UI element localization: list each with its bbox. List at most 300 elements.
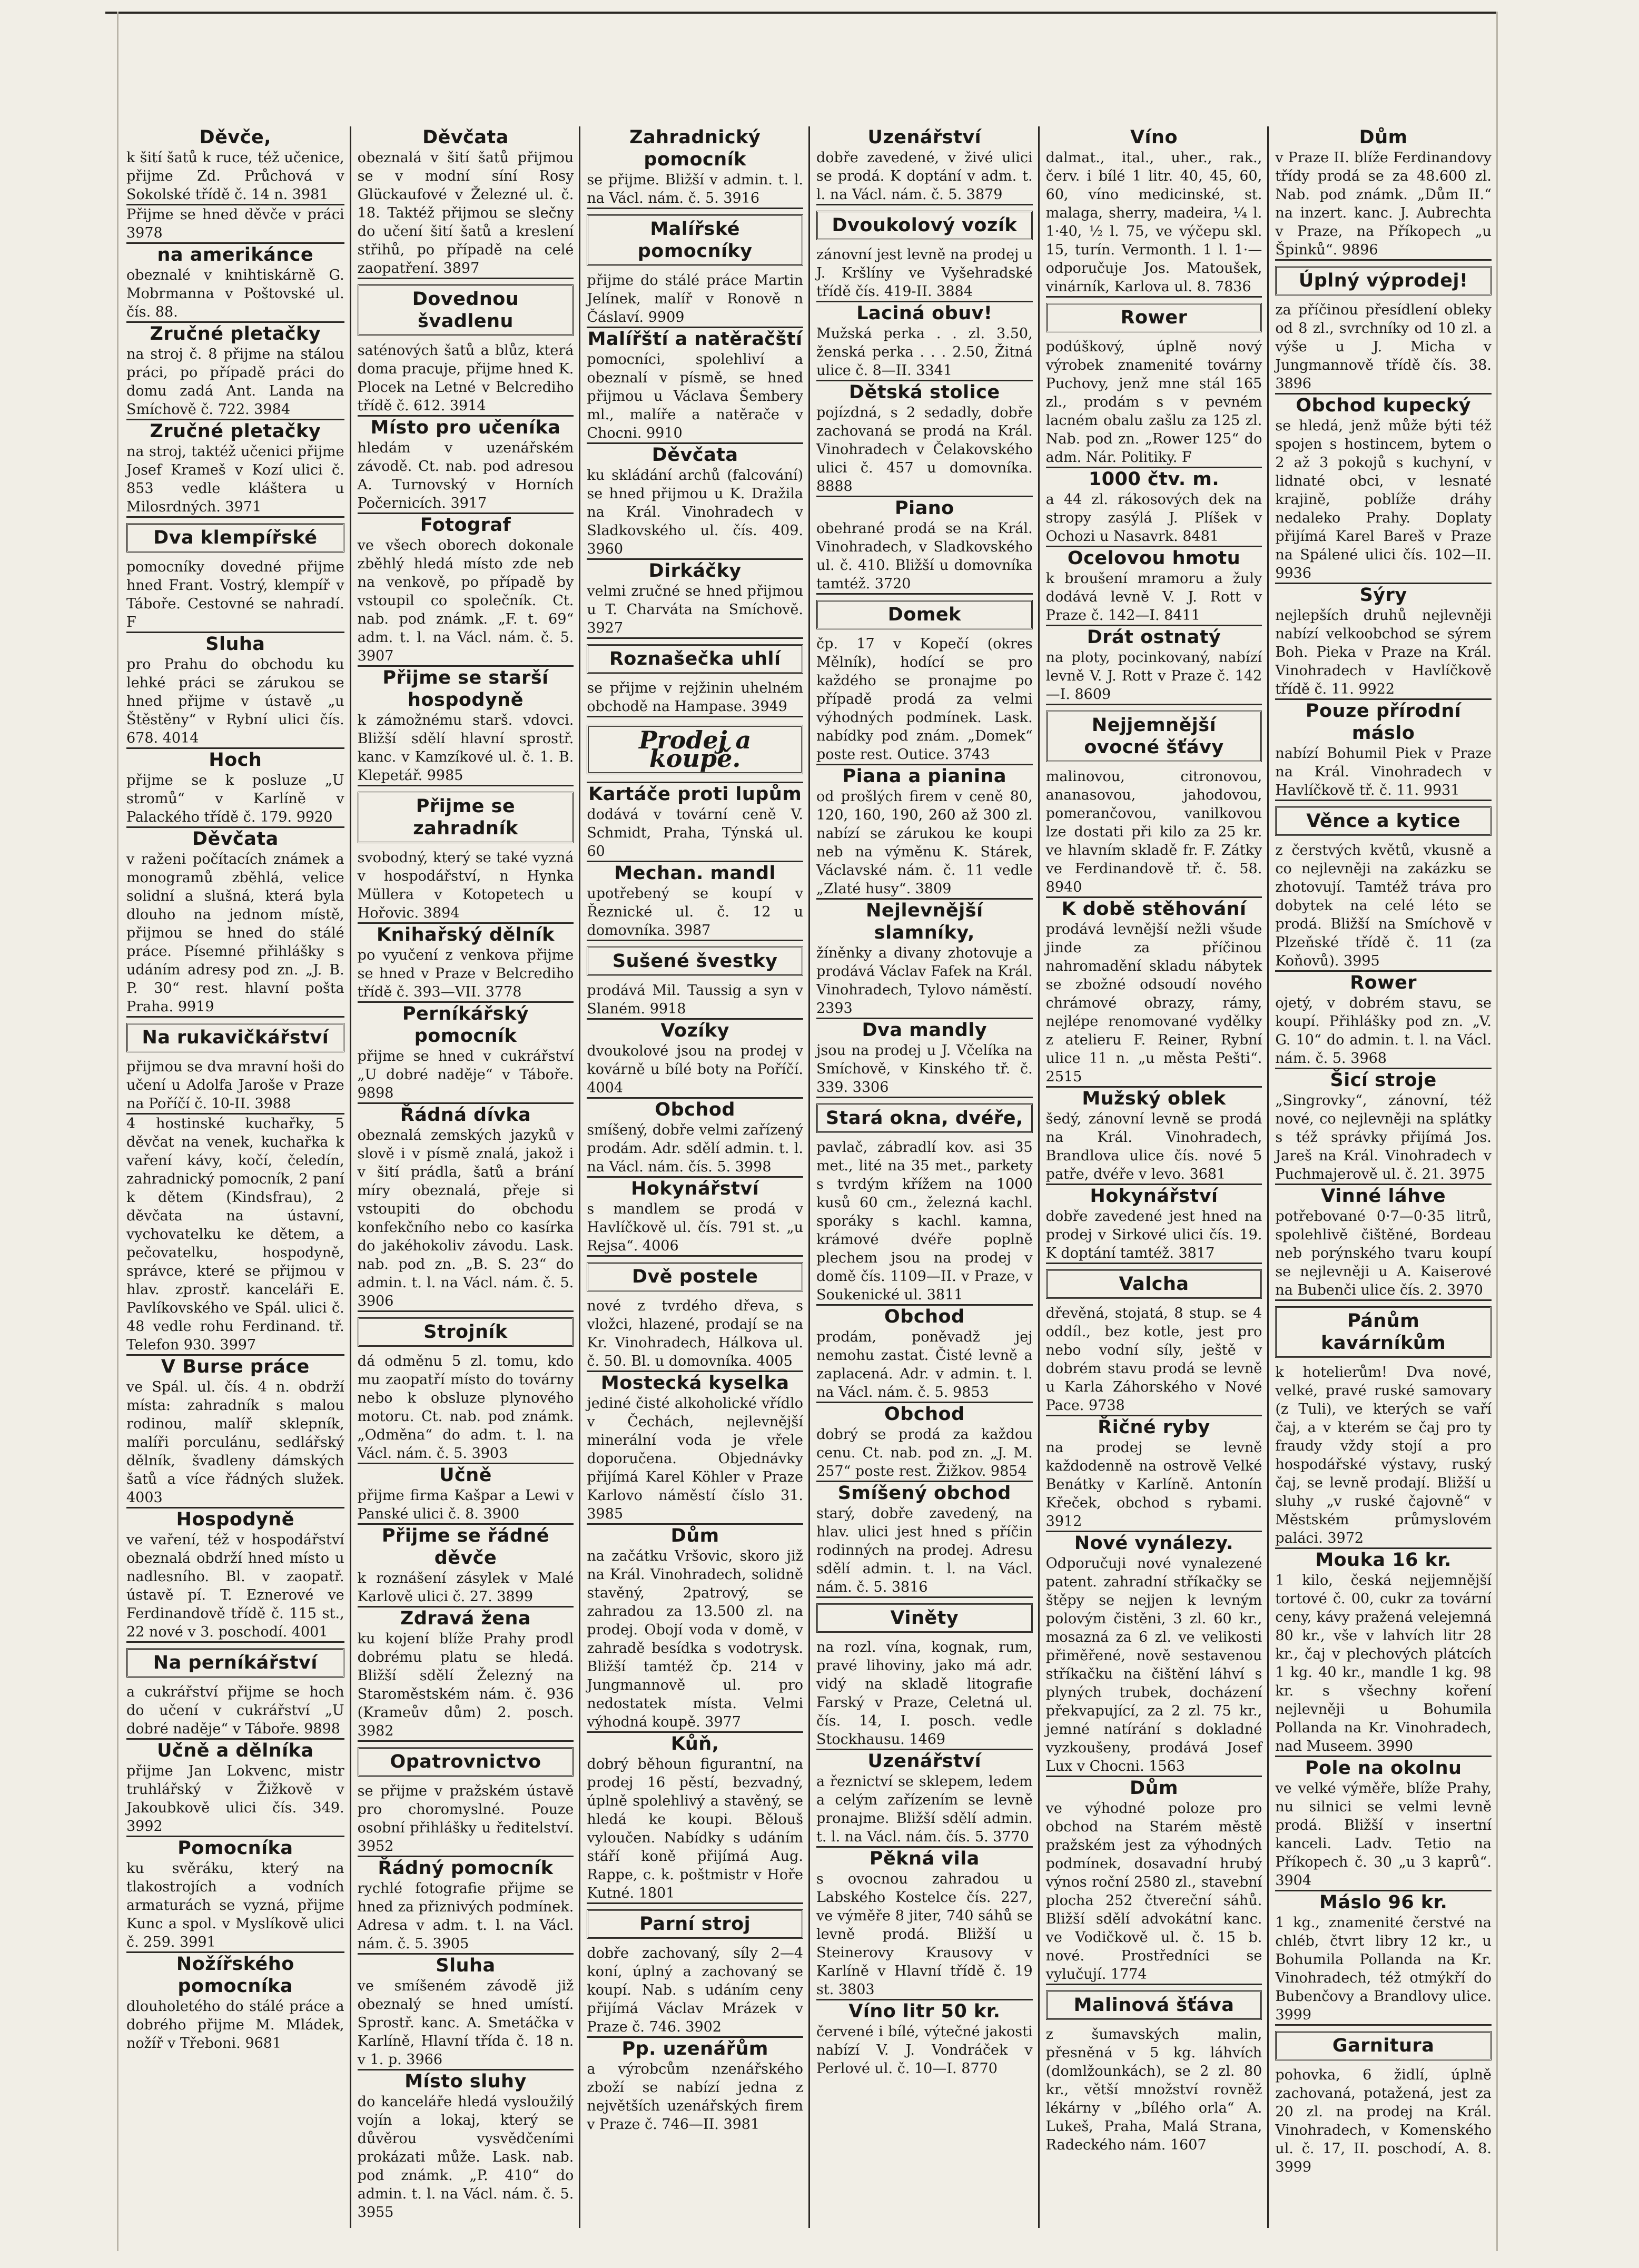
ad-body: ve výhodné poloze pro obchod na Starém městě pražském jest za výhodných podmínek, dosavadní hrubý výnos roční 2580 zl., stavební plocha 252 čtvereční sáhů. Bližší sdělí advokátní kanc. ve Vodičkově ul. č. 15 b. nové. Prostředníci se vylučují. 1774 (1045, 1800, 1262, 1983)
ad-body: rychlé fotografie přijme se hned za přiznivých podmínek. Adresa v adm. t. l. na Václ. nám. č. 5. 3905 (357, 1880, 574, 1952)
ad-body: z šumavských malin, přesněná v 5 kg. láhvích (domlžounkách), se 2 zl. 80 kr., větší množství rovněž lékárny v „bílého orla“ A. Lukeš, Praha, Malá Strana, Radeckého nám. 1607 (1045, 2026, 1262, 2153)
classified-ad (1275, 800, 1492, 970)
classified-ad (1275, 1547, 1492, 1756)
ad-heading: Víno (1130, 127, 1178, 148)
classified-ad (587, 327, 803, 442)
ad-heading: Laciná obuv! (856, 303, 993, 324)
ad-body: a řeznictví se sklepem, ledem a celým zařízením se levně pronajme. Bližší sdělí admin. t. l. na Václ. nám. čís. 5. 3770 (816, 1773, 1033, 1845)
ad-heading: Parní stroj (587, 1909, 803, 1939)
ad-body: k roznášení zásylek v Malé Karlově ulici č. 27. 3899 (357, 1570, 574, 1605)
classified-ad (358, 1740, 574, 1856)
ad-body: prodává levnější nežli všude jinde za příčinou nahromadění skladu nábytek se zbožné odsoudí nového chrámové obrazy, rámy, nejlépe renomované vydělky z atelieru F. Reiner, Rybní ulice 11 n. „u města Pešti“. 2515 (1045, 921, 1262, 1085)
ad-heading: Dva klempířské (126, 523, 344, 553)
classified-ad (587, 1370, 803, 1523)
ad-heading: Vinné láhve (1321, 1186, 1446, 1207)
ad-body: 1 kilo, česká nejjemnější tortové č. 00, cukr za tovární ceny, kávy pražená velejemná 80 kr., vše v lahvích litr 28 kr., čaj v plechových plátcích 1 kg. 40 kr., mandle 1 kg. 98 kr. s všechny koření nejlevněji u Bohumila Pollanda na Kr. Vinohradech, nad Museem. 3990 (1275, 1572, 1492, 1754)
ad-heading: Kůň, (670, 1733, 719, 1754)
ad-body: na rozl. vína, kognak, rum, pravé lihoviny, jako má adr. vidý na skladě litografie Farský v Praze, Celetná ul. čís. 14, I. posch. vedle Stockhausu. 1469 (816, 1639, 1033, 1748)
ad-body: ve velké výměře, blíže Prahy, nu silnici se velmi levně prodá. Bližší v insertní kanceli. Ladv. Tetio na Příkopech č. 30 „u 3 kaprů“. 3904 (1275, 1780, 1492, 1889)
ad-heading: Kartáče proti lupům (588, 784, 802, 805)
ad-body: velmi zručné se hned přijmou u T. Charváta na Smíchově. 3927 (587, 583, 803, 636)
ad-heading: Nožířského pomocníka (176, 1954, 294, 1997)
classified-ad (816, 496, 1033, 593)
ad-heading: Nejlevnější slamníky, (866, 900, 983, 943)
classified-ad (587, 1097, 803, 1176)
classified-ad (816, 593, 1033, 764)
classified-ad (126, 419, 344, 516)
classified-ad (126, 1738, 344, 1836)
ad-body: za příčinou přesídlení obleky od 8 zl., svrchníky od 10 zl. a výše u J. Micha v Jungmannově třídě čís. 38. 3896 (1275, 302, 1492, 392)
classified-ad (816, 1304, 1033, 1402)
ad-body: dodává v tovární ceně V. Schmidt, Praha, Týnská ul. 60 (587, 806, 803, 860)
ad-heading: Místo pro učeníka (370, 417, 561, 438)
ad-body: na stroj, taktéž učenici přijme Josef Krameš v Kozí ulici č. 853 vedle kláštera u Milosrdných. 3971 (126, 443, 344, 515)
ad-body: dobře zavedené jest hned na prodej v Sirkové ulici čís. 19. K doptání tamtéž. 3817 (1045, 1208, 1262, 1261)
ad-body: obeznalá v šití šatů přijmou se v modní síní Rosy Glückaufové v Železné ul. č. 18. Taktéž přijmou se slečny do učení šití šatů a kreslení střihů, po případě na celé zaopatření. 3897 (357, 150, 574, 277)
ad-body: z čerstvých květů, vkusně a co nejlevněji na zakázku se zhotovují. Tamtéž tráva pro dobytek na celé léto se prodá. Bližší na Smíchově v Plzeňské třídě č. 11 (za Koňovů). 3995 (1275, 842, 1492, 969)
column-3 (579, 126, 808, 2228)
classified-ad (126, 1951, 344, 2053)
classified-ad (126, 826, 344, 1016)
classified-ad (358, 1523, 574, 1606)
ad-body: dobře zachovaný, síly 2—4 koní, úplný a zachovaný se koupí. Nab. s udáním ceny přijímá Václav Mrázek v Praze č. 746. 3902 (587, 1945, 803, 2035)
ad-body: a 44 zl. rákosových dek na stropy zasýlá J. Plíšek v Ochozi u Nasavrk. 8481 (1045, 491, 1262, 545)
ad-heading: Pánům kavárníkům (1275, 1306, 1492, 1358)
classified-ad (358, 1102, 574, 1310)
ad-body: ku svěráku, který na tlakostrojích a vodních armaturách se vyzná, přijme Kunc a spol. v Myslíkově ulici č. 259. 3991 (126, 1860, 344, 1950)
classified-ad (358, 126, 574, 278)
ad-heading: Pp. uzenářům (621, 2038, 768, 2059)
ad-body: starý, dobře zavedený, na hlav. ulici jest hned s příčin rodinných na prodej. Adresu sdělí admin. t. l. na Václ. nám. č. 5. 3816 (816, 1505, 1033, 1595)
ad-heading: Smíšený obchod (837, 1483, 1011, 1504)
ad-heading: Garnitura (1275, 2031, 1492, 2060)
classified-ad (126, 1836, 344, 1951)
ad-body: ojetý, v dobrém stavu, se koupí. Přihlášky pod zn. „V. G. 10“ do admin. t. l. na Václ. nám. č. 5. 3968 (1275, 995, 1492, 1067)
classified-ad (587, 1523, 803, 1731)
classified-ad (358, 665, 574, 785)
ad-heading: Vozíky (660, 1020, 729, 1041)
classified-ad (1046, 625, 1262, 704)
classified-ad (587, 782, 803, 861)
ad-heading: Děvčata (651, 445, 738, 466)
ad-body: „Singrovky“, zánovní, též nové, co nejlevněji na splátky s též správky přijímá Jos. Jareš na Král. Vinohradech v Puchmajerově ul. č. 21. 3975 (1275, 1092, 1492, 1182)
left-margin-rule (117, 12, 119, 2251)
classified-ad (1275, 970, 1492, 1068)
ad-heading: Řičné ryby (1098, 1417, 1210, 1438)
ad-heading: Malinová šťáva (1046, 1990, 1262, 2020)
ad-body: pojízdná, s 2 sedadly, dobře zachovaná se prodá na Král. Vinohradech v Čelakovského ulici č. 457 u domovníka. 8888 (816, 405, 1033, 495)
ad-body: nejlepších druhů nejlevněji nabízí velkoobchod se sýrem Boh. Pieka v Praze na Král. Vinohradech v Havlíčkově třídě č. 11. 9922 (1275, 607, 1492, 697)
classified-ad (1046, 467, 1262, 546)
classified-ad (816, 1402, 1033, 1481)
ad-body: jediné čisté alkoholické vřídlo v Čechách, nejlevnější minerální voda je vřele doporučena. Objednávky přijímá Karel Köhler v Praze Karlovo náměstí číslo 31. 3985 (587, 1395, 803, 1522)
ad-body: k hotelierům! Dva nové, velké, pravé ruské samovary (z Tuli), ve kterých se vaří čaj, a v kterém se čaj pro ty fraudy vždy stojí a pro hospodářské výstavy, ruský čaj, se levně prodají. Bližší u sluhy „v ruské čajovně“ v Městském průmyslovém paláci. 3972 (1275, 1364, 1492, 1546)
ad-body: saténových šatů a blůz, která doma pracuje, přijme hned K. Plocek na Letné v Belcrediho třídě č. 612. 3914 (357, 342, 574, 414)
ad-heading: Zručné pletačky (150, 421, 321, 442)
classified-ad (1275, 1890, 1492, 2024)
ad-body: červené i bílé, výtečné jakosti nabízí V. J. Vondráček v Perlové ul. č. 10—I. 8770 (816, 2024, 1033, 2077)
ad-heading: Obchod (655, 1099, 735, 1120)
classified-ad (816, 301, 1033, 380)
ad-heading: Zahradnický pomocník (629, 127, 761, 170)
classified-ad (1275, 393, 1492, 583)
classified-ad (816, 1097, 1033, 1304)
ad-body: jsou na prodej u J. Včelíka na Smíchově, v Kinského tř. č. 339. 3306 (816, 1042, 1033, 1096)
ad-heading: Přijme se starší hospodyně (382, 667, 549, 711)
classified-ad (126, 1641, 344, 1738)
classified-ad (1275, 259, 1492, 393)
classified-ad (358, 1856, 574, 1953)
ad-heading: Sýry (1359, 585, 1407, 606)
classified-ad (126, 516, 344, 632)
ad-heading: Zdravá žena (400, 1608, 531, 1629)
classified-ad (126, 204, 344, 242)
ad-heading: Obchod (884, 1306, 965, 1327)
classified-ad (1046, 1184, 1262, 1263)
ad-body: žíněnky a divany zhotovuje a prodává Václav Fafek na Král. Vinohradech, Tylovo náměstí. 2393 (816, 945, 1033, 1017)
ad-body: ve Spál. ul. čís. 4 n. obdrží místa: zahradník s malou rodinou, malíř sklepník, malíři porculánu, sedlářský dělník, švadleny dámských šatů a více řádných služek. 4003 (126, 1379, 344, 1506)
ad-heading: Děvče, (199, 127, 272, 148)
classified-ad (126, 747, 344, 826)
ad-body: dvoukolové jsou na prodej v kovárně u bílé boty na Poříčí. 4004 (587, 1043, 803, 1096)
ad-heading: Viněty (816, 1603, 1033, 1633)
classified-ad (587, 716, 803, 774)
classified-ad (1275, 698, 1492, 800)
ad-body: zánovní jest levně na prodej u J. Kršlíny ve Vyšehradské třídě čís. 419-II. 3884 (816, 246, 1033, 300)
classified-ad (816, 1018, 1033, 1097)
classified-ad (816, 1481, 1033, 1596)
ad-body: čp. 17 v Kopečí (okres Mělník), hodící se pro každého se pronajme po případě prodá za velmi výhodných podmínek. Lask. nabídky pod znám. „Domek“ poste rest. Outice. 3743 (816, 636, 1033, 763)
column-2 (350, 126, 579, 2228)
ad-heading: Sluha (205, 634, 265, 655)
ad-heading: Ocelovou hmotu (1067, 548, 1241, 569)
ad-body: v Praze II. blíže Ferdinandovy třídy prodá se za 48.600 zl. Nab. pod známk. „Dům II.“ na inzert. kanc. J. Aubrechta v Praze, na Příkopech „u Špinků“. 9896 (1275, 150, 1492, 258)
ad-heading: Přijme se řádné děvče (381, 1525, 550, 1569)
ad-body: Odporučuji nové vynalezené patent. zahradní stříkačky se štěpy se nejjen k levným polovým čistěni, 3 zl. 60 kr., mosazná za 6 zl. ve velikosti přiměřené, nově sestavenou stříkačku na čištění láhví s plyných trubek, docházení překvapující, za 2 zl. 75 kr., jemné natírání s dokladné vyzkoušeny, prodává Josef Lux v Chocni. 1563 (1045, 1555, 1262, 1774)
ad-heading: Obchod (884, 1404, 965, 1425)
ad-heading: Malířské pomocníky (587, 214, 803, 266)
ad-heading: na amerikánce (157, 244, 314, 265)
ad-body: obeznalé v knihtiskárně G. Mobrmanna v Poštovské ul. čís. 88. (126, 267, 344, 320)
ad-heading: Dům (1130, 1778, 1178, 1799)
classified-ad (1275, 583, 1492, 698)
classified-ad (126, 1354, 344, 1507)
ad-body: dřevěná, stojatá, 8 stup. se 4 oddíl., bez kotle, jest pro nebo vodní síly, ještě v dobrém stavu prodá se levně u Karla Záhorského v Nové Pace. 9738 (1045, 1305, 1262, 1414)
classified-ad (126, 1113, 344, 1354)
ad-body: Mužská perka . . zl. 3.50, ženská perka . . . 2.50, Žitná ulice č. 8—II. 3341 (816, 326, 1033, 379)
ad-heading: Dvě postele (587, 1262, 803, 1291)
ad-body: se přijme. Bližší v admin. t. l. na Václ. nám. č. 5. 3916 (587, 172, 803, 206)
classified-ad (1275, 1068, 1492, 1184)
ad-heading: Nejjemnější ovocné šťávy (1046, 711, 1262, 762)
classified-ad (358, 922, 574, 1001)
ad-body: ve smíšeném závodě již obeznalý se hned umístí. Sprostř. kanc. A. Smetáčka v Karlíně, Hlavní třída č. 18 n. v 1. p. 3966 (357, 1978, 574, 2068)
section-banner: Prodej a koupě. (587, 725, 803, 774)
ad-body: pomocníky dovedné přijme hned Frant. Vostrý, klempíř v Táboře. Cestovné se nahradí. F (126, 559, 344, 630)
column-5 (1038, 126, 1268, 2228)
ad-heading: Pěkná vila (869, 1848, 980, 1869)
ad-heading: Věnce a kytice (1275, 806, 1492, 836)
ad-heading: Dětská stolice (849, 382, 1000, 403)
classified-ad (816, 1749, 1033, 1846)
ad-heading: Dovednou švadlenu (358, 284, 574, 336)
classified-ad (1046, 296, 1262, 467)
ad-heading: Na perníkářství (126, 1648, 344, 1678)
ad-heading: Děvčata (192, 829, 279, 850)
ad-body: ve vaření, též v hospodářství obeznalá obdrží hned místo u nadlesního. Bl. v zaopatř. ústavě pí. T. Eznerové ve Ferdinandově třídě č. 115 st., 22 nové v 3. poschodí. 4001 (126, 1532, 344, 1640)
classified-ad (1046, 1984, 1262, 2154)
classified-ad (126, 1507, 344, 1641)
classified-ad (1046, 546, 1262, 625)
ad-heading: Fotograf (420, 515, 511, 536)
ad-heading: Máslo 96 kr. (1319, 1892, 1448, 1913)
ad-heading: Perníkářský pomocník (402, 1003, 529, 1047)
ad-heading: Pouze přírodní máslo (1305, 701, 1462, 744)
ad-body: Přijme se hned děvče v práci 3978 (126, 206, 344, 241)
ad-heading: Děvčata (422, 127, 509, 148)
ad-body: dalmat., ital., uher., rak., červ. i bílé 1 litr. 40, 45, 60, 60, víno medicinské, st. malaga, sherry, madeira, ¼ l. 1·40, ½ l. 75, ve výčepu skl. 15, turín. Vermonth. 1 l. 1·— odporučuje Jos. Matoušek, vinárník, Karlova ul. 8. 7836 (1045, 150, 1262, 295)
classified-ad (358, 1001, 574, 1102)
classified-ad (358, 785, 574, 922)
classified-ad (358, 278, 574, 415)
ad-heading: Malířští a natěračští (587, 329, 803, 350)
ad-body: hledám v uzenářském závodě. Ct. nab. pod adresou A. Turnovský v Horních Počernicích. 3917 (357, 440, 574, 511)
ad-body: na prodej se levně každodenně na ostrově Velké Benátky v Karlíně. Antonín Křeček, obchod s rybami. 3912 (1045, 1439, 1262, 1530)
ad-heading: Pole na okolnu (1305, 1758, 1462, 1779)
classified-ad (816, 126, 1033, 204)
classified-ad (358, 512, 574, 665)
ad-body: přijme se hned v cukrářství „U dobré naděje“ v Táboře. 9898 (357, 1048, 574, 1101)
ad-body: podúškový, úplně nový výrobek znamenité továrny Puchovy, jenž mne stál 165 zl., prodám s v pevném lacném obalu zašlu za 125 zl. Nab. pod zn. „Rower 125“ do adm. Nár. Politiky. F (1045, 339, 1262, 466)
ad-body: nové z tvrdého dřeva, s vložci, hlazené, prodají se na Kr. Vinohradech, Hálkova ul. č. 50. Bl. u domovníka. 4005 (587, 1298, 803, 1369)
ad-heading: Zručné pletačky (150, 323, 321, 344)
ad-heading: Dvoukolový vozík (816, 211, 1033, 240)
ad-heading: Pomocníka (177, 1838, 293, 1859)
classified-ad (1046, 1531, 1262, 1776)
ad-body: smíšený, dobře velmi zařízený prodám. Adr. sdělí admin. t. l. na Václ. nám. čís. 5. 3998 (587, 1122, 803, 1175)
ad-body: potřebované 0·7—0·35 litrů, spolehlivě čištěné, Bordeau neb porýnského tvaru koupí se nejlevněji u A. Kaiserové na Bubenči ulice čís. 2. 3970 (1275, 1208, 1492, 1298)
classified-ad (126, 321, 344, 419)
ad-body: po vyučení z venkova přijme se hned v Praze v Belcrediho třídě č. 393—VII. 3778 (357, 947, 574, 1000)
ad-body: ku kojení blíže Prahy prodl dobrému platu se hledá. Bližší sdělí Železný na Staroměstském nám. č. 936 (Krameův dům) 2. posch. 3982 (357, 1631, 574, 1739)
ad-heading: Řádný pomocník (378, 1858, 554, 1879)
ad-heading: Roznašečka uhlí (587, 644, 803, 674)
ad-body: na stroj č. 8 přijme na stálou práci, po případě práci do domu zadá Ant. Landa na Smíchově č. 722. 3984 (126, 346, 344, 418)
classified-ad (587, 1255, 803, 1370)
ad-heading: Mouka 16 kr. (1315, 1550, 1452, 1571)
ad-heading: Řádná dívka (400, 1105, 531, 1126)
ad-heading: V Burse práce (161, 1356, 310, 1377)
classified-ad (358, 2069, 574, 2222)
ad-heading: Dům (1359, 127, 1408, 148)
classified-ad (126, 126, 344, 204)
classified-ad (1275, 1184, 1492, 1299)
ad-body: se přijme v pražském ústavě pro choromyslné. Pouze osobní přihlášky u ředitelství. 3952 (357, 1783, 574, 1855)
ad-body: s ovocnou zahradou u Labského Kostelce čís. 227, ve výměře 8 jiter, 740 sáhů se levně prodá. Bližší u Steinerovy Krausovy v Karlíně v Hlavní třídě č. 19 st. 3803 (816, 1871, 1033, 1998)
ad-heading: Uzenářství (867, 1751, 982, 1772)
ad-body: prodává Mil. Taussig a syn v Slaném. 9918 (587, 982, 803, 1017)
ad-heading: Hokynářství (631, 1178, 759, 1199)
classified-columns (120, 126, 1497, 2228)
ad-heading: Valcha (1046, 1269, 1262, 1299)
classified-ad (358, 1310, 574, 1463)
ad-body: do kanceláře hledá vysloužilý vojín a lokaj, který se důvěrou vysvědčeními prokázati může. Lask. nab. pod známk. „P. 410“ do admin. t. l. na Václ. nám. č. 5. 3955 (357, 2094, 574, 2221)
ad-body: přijmou se dva mravní hoši do učení u Adolfa Jaroše v Praze na Poříčí č. 10-II. 3988 (126, 1059, 344, 1112)
ad-heading: K době stěhování (1061, 899, 1247, 920)
ad-body: od prošlých firem v ceně 80, 120, 160, 190, 260 až 300 zl. nabízí se zárukou ke koupi neb na výměnu K. Stárek, Václavské nám. č. 11 vedle „Zlaté husy“. 3809 (816, 788, 1033, 897)
ad-body: dobrý běhoun figurantní, na prodej 16 pěstí, bezvadný, úplně spolehlivý a stavěný, se hledá ke koupi. Bělouš vyloučen. Nabídky s udáním stáří koně přijímá Aug. Rappe, c. k. poštmistr v Hoře Kutné. 1801 (587, 1756, 803, 1901)
classified-ad (587, 1176, 803, 1255)
classified-ad (1046, 126, 1262, 296)
ad-body: přijme Jan Lokvenc, mistr truhlářský v Žižkově v Jakoubkově ulici čís. 349. 3992 (126, 1763, 344, 1835)
classified-ad (587, 940, 803, 1018)
ad-heading: Stará okna, dvéře, (816, 1103, 1033, 1133)
classified-ad (1046, 896, 1262, 1086)
ad-body: pavlač, zábradlí kov. asi 35 met., lité na 35 met., parkety s tvrdým křížem na 1000 kusů 60 cm., železná kachl. sporáky s kachl. kamna, krámové dvéře poplně plechem jsou na prodej v domě čís. 1109—II. v Praze, v Soukenické ul. 3811 (816, 1139, 1033, 1303)
ad-heading: Knihařský dělník (377, 924, 555, 945)
column-6 (1267, 126, 1497, 2228)
classified-ad (358, 1953, 574, 2069)
ad-body: se hledá, jenž může býti též spojen s hostincem, bytem o 2 až 3 pokojů s kuchyní, v lidnaté obci, v lesnaté krajině, poblíže dráhy nedaleko Prahy. Doplaty přijímá Karel Bareš v Praze na Spálené ulici čís. 102—II. 9936 (1275, 418, 1492, 581)
ad-heading: Sluha (436, 1955, 496, 1976)
ad-body: a výrobcům nzenářského zboží se nabízí jedna z největších uzenářských firem v Praze č. 746—II. 3981 (587, 2061, 803, 2133)
classified-ad (587, 208, 803, 327)
ad-heading: Piana a pianina (842, 766, 1007, 787)
ad-body: prodám, poněvadž jej nemohu zastat. Čisté levně a zaplacená. Adr. v admin. t. l. na Václ. nám. č. 5. 9853 (816, 1329, 1033, 1401)
classified-ad (587, 442, 803, 558)
classified-ad (816, 898, 1033, 1018)
ad-body: k zámožnému starš. vdovci. Bližší sdělí hlavní sprostř. kanc. v Kamzíkové ul. č. 1. B. Klepetář. 9985 (357, 712, 574, 784)
classified-ad (1046, 1415, 1262, 1531)
ad-body: dobrý se prodá za každou cenu. Ct. nab. pod zn. „J. M. 257“ poste rest. Žižkov. 9854 (816, 1426, 1033, 1480)
ad-heading: Piano (894, 498, 954, 519)
ad-body: ve všech oborech dokonale zběhlý hledá místo zde neb na venkově, po případě by vstoupil co společník. Ct. nab. pod známk. „F. t. 69“ adm. t. l. na Václ. nám. č. 5. 3907 (357, 537, 574, 664)
column-4 (808, 126, 1038, 2228)
ad-heading: Strojník (358, 1317, 574, 1347)
ad-body: k šití šatů k ruce, též učenice, přijme Zd. Průchová v Sokolské třídě č. 14 n. 3981 (126, 150, 344, 203)
classified-ad (126, 242, 344, 321)
top-rule (105, 12, 1497, 14)
ad-body: dlouholetého do stálé práce a dobrého přijme M. Mládek, nožíř v Třeboni. 9681 (126, 1998, 344, 2052)
ad-body: pro Prahu do obchodu ku lehké práci se zárukou se hned přijme v ústavě „u Štěstěny“ v Rybní ulici čís. 678. 4014 (126, 656, 344, 746)
classified-ad (1046, 1086, 1262, 1184)
ad-heading: Hokynářství (1090, 1186, 1218, 1207)
classified-ad (587, 558, 803, 637)
ad-heading: Mužský oblek (1082, 1088, 1226, 1109)
classified-ad (587, 2036, 803, 2134)
classified-ad (1046, 1776, 1262, 1984)
classified-ad (816, 1596, 1033, 1749)
ad-heading: Na rukavičkářství (126, 1023, 344, 1052)
ad-body: dobře zavedené, v živé ulici se prodá. K doptání v adm. t. l. na Václ. nám. č. 5. 3879 (816, 150, 1033, 203)
classified-ad (587, 861, 803, 940)
ad-body: na ploty, pocinkovaný, nabízí levně V. J. Rott v Praze č. 142—I. 8609 (1045, 649, 1262, 703)
ad-heading: Úplný výprodej! (1275, 266, 1492, 295)
ad-body: dá odměnu 5 zl. tomu, kdo mu zaopatří místo do továrny nebo k obsluze plynového motoru. Ct. nab. pod známk. „Odměna“ do adm. t. l. na Václ. nám. č. 5. 3903 (357, 1353, 574, 1462)
ad-heading: Hospodyně (176, 1509, 294, 1530)
ad-heading: Drát ostnatý (1087, 627, 1221, 648)
ad-body: se přijme v rejžinin uhelném obchodě na Hampase. 3949 (587, 680, 803, 715)
ad-heading: Dům (670, 1525, 719, 1546)
classified-ad (126, 632, 344, 747)
classified-ad (816, 1846, 1033, 1999)
ad-body: pohovka, 6 židlí, úplně zachovaná, potažená, jest za 20 zl. na prodej na Král. Vinohradech, v Komenského ul. č. 17, II. poschodí, A. 8. 3999 (1275, 2067, 1492, 2175)
column-1 (120, 126, 350, 2228)
ad-heading: Rower (1046, 303, 1262, 332)
ad-heading: Dirkáčky (648, 560, 742, 581)
classified-ad (587, 637, 803, 716)
classified-ad (1275, 126, 1492, 259)
ad-heading: Obchod kupecký (1296, 395, 1471, 416)
ad-heading: Místo sluhy (404, 2071, 527, 2092)
ad-body: šedý, zánovní levně se prodá na Král. Vinohradech, Brandlova ulice čís. nové 5 patře, dvéře v levo. 3681 (1045, 1111, 1262, 1182)
ad-body: svobodný, který se také vyzná v hospodářství, n Hynka Müllera v Kotopetech u Hořovic. 3894 (357, 850, 574, 921)
classified-ad (1275, 1299, 1492, 1547)
ad-body: upotřebený se koupí v Řeznické ul. č. 12 u domovníka. 3987 (587, 885, 803, 939)
ad-heading: Přijme se zahradník (358, 792, 574, 843)
classified-ad (816, 204, 1033, 301)
ad-heading: Uzenářství (867, 127, 982, 148)
ad-heading: Víno litr 50 kr. (848, 2001, 1001, 2022)
ad-heading: Hoch (209, 750, 262, 771)
ad-heading: Mechan. mandl (614, 863, 776, 884)
ad-body: pomocníci, spolehliví a obeznalí v písmě, se hned přijmou u Václava Šembery ml., malíře a natěrače v Chocni. 9910 (587, 351, 803, 441)
classified-ad (1046, 1263, 1262, 1415)
ad-body: k broušení mramoru a žuly dodává levně V. J. Rott v Praze č. 142—I. 8411 (1045, 570, 1262, 624)
ad-body: přijme do stálé práce Martin Jelínek, malíř v Ronově n Čáslaví. 9909 (587, 272, 803, 326)
ad-heading: Mostecká kyselka (600, 1373, 789, 1394)
ad-body: obehrané prodá se na Král. Vinohradech, v Sladkovského ul. č. 410. Bližší u domovníka tamtéž. 3720 (816, 520, 1033, 592)
classified-ad (358, 1463, 574, 1523)
ad-body: 4 hostinské kuchařky, 5 děvčat na venek, kuchařka k vaření kávy, kočí, čeledín, zahradnický pomocník, 2 paní k dětem (Kindsfrau), 2 děvčata na ústavní, vychovatelku ke dětem, a pečovatelku, hospodyně, správce, které se přijmou v hlav. zprostř. kanceláři E. Pavlíkovského ve Spál. ulici č. 48 vedle rohu Ferdinand. tř. Telefon 930. 3997 (126, 1116, 344, 1353)
ad-body: přijme firma Kašpar a Lewi v Panské ulici č. 8. 3900 (357, 1487, 574, 1522)
ad-heading: Dva mandly (862, 1020, 988, 1041)
ad-heading: Učně a dělníka (157, 1740, 314, 1761)
classified-ad (358, 415, 574, 512)
classified-ad (358, 1606, 574, 1740)
classified-ad (1275, 2024, 1492, 2176)
ad-body: přijme se k posluze „U stromů“ v Karlíně v Palackého třídě č. 179. 9920 (126, 772, 344, 825)
ad-heading: Učně (439, 1465, 492, 1486)
ad-body: v raženi počítacích známek a monogramů zběhlá, velice solidní a slušná, která byla dlouho na jednom místě, přijmou se hned do stálé práce. Písemné přihlášky s udáním adresy pod zn. „J. B. P. 30“ rest. hlavní pošta Praha. 9919 (126, 851, 344, 1015)
ad-body: s mandlem se prodá v Havlíčkově ul. čís. 791 st. „u Rejsa“. 4006 (587, 1201, 803, 1254)
classified-ad (816, 764, 1033, 898)
ad-heading: Domek (816, 600, 1033, 629)
ad-body: ku skládání archů (falcování) se hned přijmou u K. Dražila na Král. Vinohradech v Sladkovského ul. čís. 409. 3960 (587, 467, 803, 557)
classified-ad (1046, 704, 1262, 896)
ad-heading: Sušené švestky (587, 946, 803, 976)
classified-ad (587, 1902, 803, 2036)
ad-heading: 1000 čtv. m. (1088, 469, 1220, 490)
ad-body: 1 kg., znamenité čerstvé na chléb, čtvrt libry 12 kr., u Bohumila Pollanda na Kr. Vinohradech, též otmýkří do Bubenčovy a Brandlovy ulice. 3999 (1275, 1915, 1492, 2023)
ad-body: a cukrářství přijme se hoch do učení v cukrářství „U dobré naděje“ v Táboře. 9898 (126, 1684, 344, 1737)
ad-body: obeznalá zemských jazyků v slově i v písmě znalá, jakož i v šití prádla, šatů a brání míry obeznalá, přeje si vstoupiti do obchodu konfekčního nebo co kasírka do jakéhokoliv závodu. Lask. nab. pod zn. „B. S. 23“ do admin. t. l. na Václ. nám. č. 5. 3906 (357, 1127, 574, 1309)
classified-ad (816, 380, 1033, 496)
ad-body: nabízí Bohumil Piek v Praze na Král. Vinohradech v Havlíčkově tř. č. 11. 9931 (1275, 745, 1492, 798)
ad-heading: Opatrovnictvo (358, 1747, 574, 1777)
classified-ad (587, 1731, 803, 1902)
ad-heading: Nové vynálezy. (1074, 1533, 1234, 1554)
ad-body: malinovou, citronovou, ananasovou, jahodovou, pomerančovou, vanilkovou lze dostati při kilo za 25 kr. ve hlavním skladě fr. F. Zátky ve Ferdinandově tř. č. 58. 8940 (1045, 768, 1262, 895)
classified-ad (1275, 1756, 1492, 1890)
ad-body: na začátku Vršovic, skoro již na Král. Vinohradech, solidně stavěný, 2patrový, se zahradou za 13.500 zl. na prodej. Obojí voda v domě, v zahradě besídka s vodotrysk. Bližší tamtéž čp. 214 v Jungmannově ul. pro nedostatek místa. Velmi výhodná koupě. 3977 (587, 1548, 803, 1730)
classified-ad (126, 1016, 344, 1113)
ad-heading: Rower (1350, 972, 1417, 993)
classified-ad (587, 126, 803, 208)
ad-heading: Šicí stroje (1330, 1070, 1437, 1091)
classified-ad (587, 1018, 803, 1097)
classified-ad (816, 1999, 1033, 2078)
